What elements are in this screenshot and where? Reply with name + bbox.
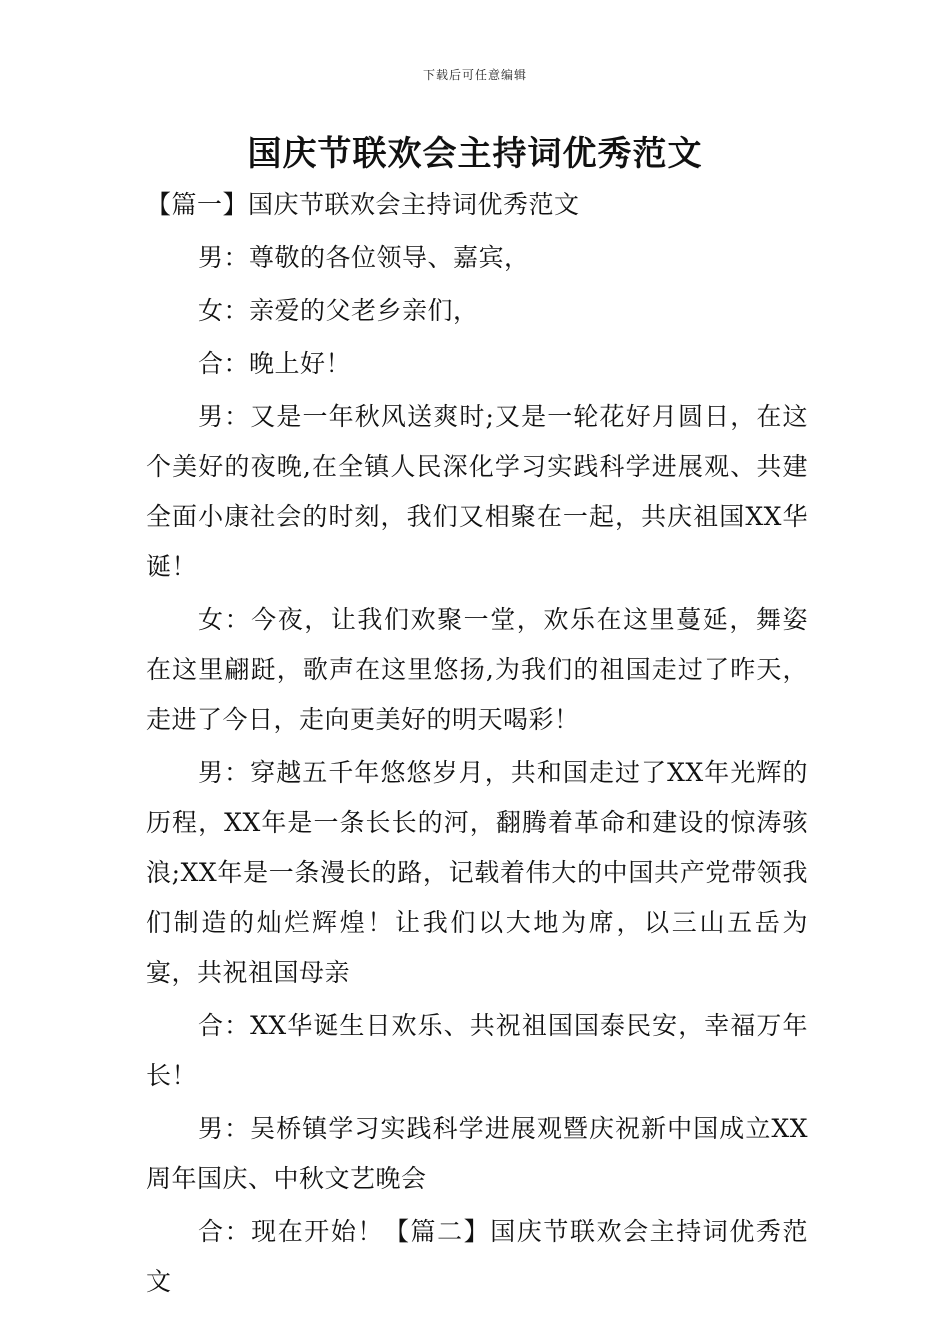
document-body: [146, 180, 808, 1310]
paragraph: 男：穿越五千年悠悠岁月，共和国走过了XX年光辉的历程，XX年是一条长长的河，翻腾着革命和建设的惊涛骇浪;XX年是一条漫长的路，记载着伟大的中国共产党带领我们制造的灿烂辉煌！让我们以大地为席，以三山五岳为宴，共祝祖国母亲: [146, 758, 808, 987]
paragraph: 男：尊敬的各位领导、嘉宾，: [198, 243, 530, 272]
paragraph: 女：今夜，让我们欢聚一堂，欢乐在这里蔓延，舞姿在这里翩跹，歌声在这里悠扬,为我们的祖国走过了昨天，走进了今日，走向更美好的明天喝彩！: [146, 605, 808, 734]
paragraph: 男：吴桥镇学习实践科学进展观暨庆祝新中国成立XX周年国庆、中秋文艺晚会: [146, 1114, 808, 1193]
section-heading: 【篇一】国庆节联欢会主持词优秀范文: [146, 190, 580, 219]
paragraph: 男：又是一年秋风送爽时;又是一轮花好月圆日，在这个美好的夜晚,在全镇人民深化学习实践科学进展观、共建全面小康社会的时刻，我们又相聚在一起，共庆祖国XX华诞！: [146, 402, 808, 581]
paragraph: 合：XX华诞生日欢乐、共祝祖国国泰民安，幸福万年长！: [146, 1011, 808, 1090]
header-note: 下载后可任意编辑: [422, 68, 527, 82]
document-title: 国庆节联欢会主持词优秀范文: [247, 134, 703, 174]
paragraph: 合：现在开始！【篇二】国庆节联欢会主持词优秀范文: [146, 1217, 808, 1296]
paragraph: 女：亲爱的父老乡亲们，: [198, 296, 479, 325]
paragraph: 合：晚上好！: [198, 349, 352, 378]
